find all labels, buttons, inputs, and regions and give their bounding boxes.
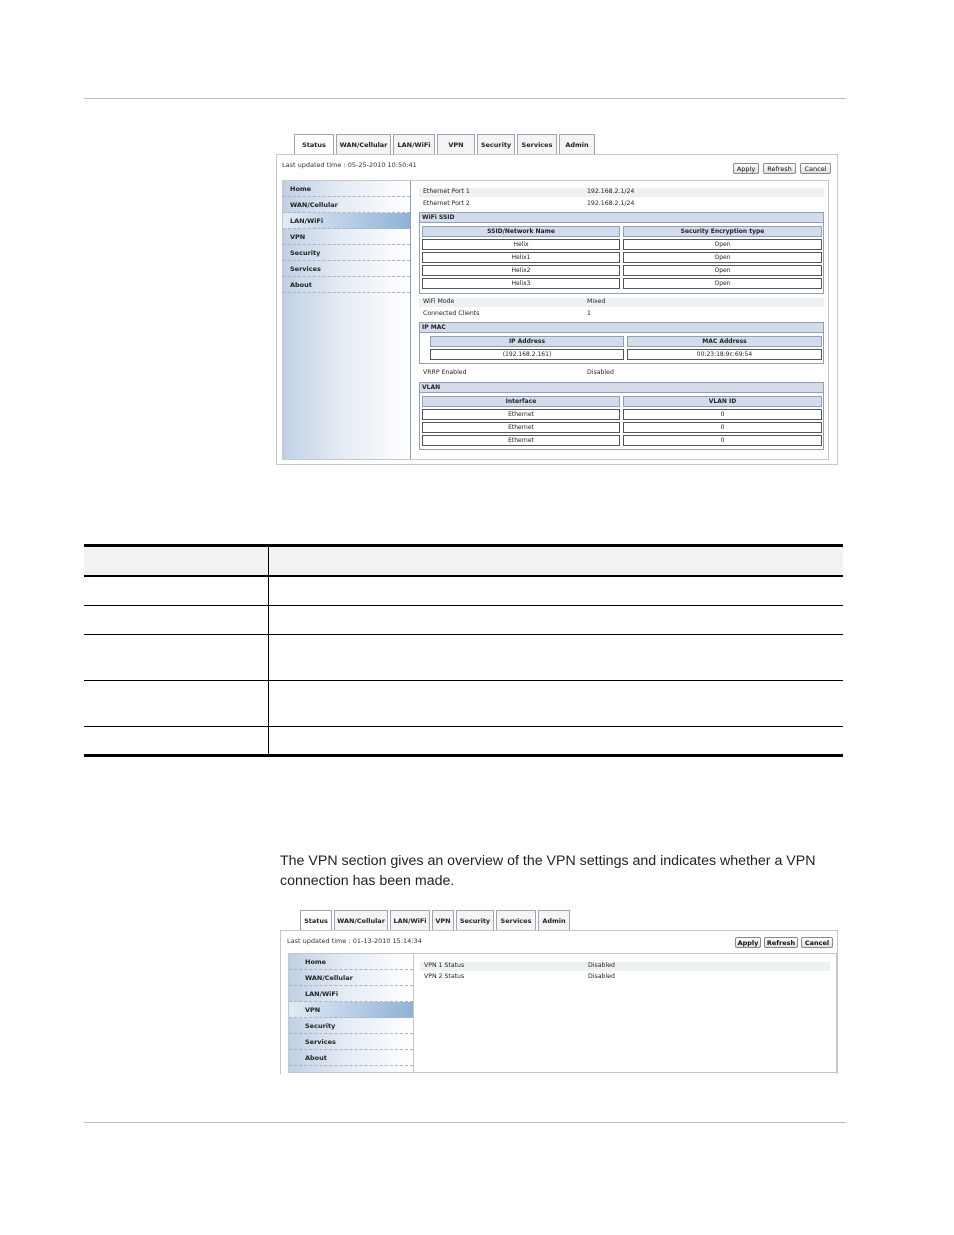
vlan-id-cell: 0 [623, 435, 822, 446]
tab-status[interactable]: Status [300, 910, 332, 930]
status-frame [276, 154, 838, 465]
tab-vpn[interactable]: VPN [437, 134, 475, 154]
wifi-mode-label: WiFi Mode [423, 298, 455, 305]
ethernet-port-2-row [419, 200, 824, 209]
lan-wifi-content [419, 186, 824, 456]
ssid-cell: Helix2 [422, 265, 620, 276]
table-row [422, 265, 822, 276]
interface-column-header: Interface [422, 396, 620, 407]
status-frame [280, 930, 838, 1074]
ethernet-port-1-row [419, 188, 824, 197]
tab-bar [300, 910, 572, 930]
table-row [422, 239, 822, 250]
mac-address-cell: 00:23:18:9c:69:54 [627, 349, 822, 360]
tab-security[interactable]: Security [456, 910, 494, 930]
sidebar-item-lan-wifi[interactable]: LAN/WiFi [283, 213, 410, 229]
vpn-2-status-label: VPN 2 Status [424, 973, 465, 980]
top-rule [84, 98, 846, 99]
interface-cell: Ethernet [422, 409, 620, 420]
status-panel [288, 953, 837, 1073]
interface-cell: Ethernet [422, 422, 620, 433]
vrrp-row [419, 369, 824, 378]
sidebar-item-lan-wifi[interactable]: LAN/WiFi [289, 986, 413, 1002]
vrrp-value: Disabled [587, 369, 614, 376]
refresh-button[interactable]: Refresh [764, 937, 798, 948]
sidebar-item-security[interactable]: Security [283, 245, 410, 261]
ssid-column-header: SSID/Network Name [422, 226, 620, 237]
encryption-column-header: Security Encryption type [623, 226, 822, 237]
table-cell [84, 680, 269, 726]
ssid-cell: Helix [422, 239, 620, 250]
table-row [422, 409, 822, 420]
vlan-id-cell: 0 [623, 422, 822, 433]
ip-mac-group [419, 322, 824, 364]
tab-wan-cellular[interactable]: WAN/Cellular [334, 910, 388, 930]
sidebar-item-about[interactable]: About [283, 277, 410, 293]
status-vpn-screenshot [280, 908, 838, 1074]
vrrp-label: VRRP Enabled [423, 369, 467, 376]
last-updated-time: Last updated time : 05-25-2010 10:50:41 [282, 161, 417, 169]
vpn-1-status-row [420, 962, 830, 971]
vlan-id-cell: 0 [623, 409, 822, 420]
ip-mac-header-row [430, 336, 822, 347]
connected-clients-label: Connected Clients [423, 310, 480, 317]
table-cell [269, 634, 844, 680]
table-header-row [84, 546, 843, 577]
tab-bar [294, 134, 597, 154]
connected-clients-value: 1 [587, 310, 591, 317]
vlan-title: VLAN [420, 383, 823, 393]
table-row [422, 435, 822, 446]
table-row [84, 576, 843, 605]
encryption-cell: Open [623, 278, 822, 289]
vpn-2-status-row [420, 973, 830, 982]
vlan-group [419, 382, 824, 450]
field-description-table [84, 544, 843, 757]
wifi-mode-row [419, 298, 824, 307]
cancel-button[interactable]: Cancel [801, 937, 833, 948]
last-updated-time: Last updated time : 01-13-2010 15:14:34 [287, 937, 422, 945]
ip-mac-title: IP MAC [420, 323, 823, 333]
ssid-cell: Helix3 [422, 278, 620, 289]
wifi-ssid-group [419, 212, 824, 294]
sidebar-item-services[interactable]: Services [289, 1034, 413, 1050]
ip-address-column-header: IP Address [430, 336, 624, 347]
table-cell [269, 605, 844, 634]
sidebar [289, 954, 414, 1072]
table-row [422, 278, 822, 289]
vpn-1-status-value: Disabled [588, 962, 615, 969]
table-row [84, 680, 843, 726]
bottom-rule [84, 1122, 846, 1123]
table-cell [84, 576, 269, 605]
sidebar [283, 181, 411, 459]
vpn-section-paragraph: The VPN section gives an overview of the VPN settings and indicates whether a VPN connection has been made. [280, 853, 816, 889]
sidebar-item-home[interactable]: Home [289, 954, 413, 970]
table-cell [84, 726, 269, 755]
encryption-cell: Open [623, 239, 822, 250]
ethernet-port-2-label: Ethernet Port 2 [423, 200, 470, 207]
status-lan-wifi-screenshot [276, 133, 838, 465]
table-cell [269, 576, 844, 605]
tab-admin[interactable]: Admin [559, 134, 595, 154]
sidebar-item-about[interactable]: About [289, 1050, 413, 1066]
sidebar-item-services[interactable]: Services [283, 261, 410, 277]
ethernet-port-1-value: 192.168.2.1/24 [587, 188, 635, 195]
table-row [422, 422, 822, 433]
wifi-ssid-header-row [422, 226, 822, 237]
table-row [84, 634, 843, 680]
ethernet-port-1-label: Ethernet Port 1 [423, 188, 470, 195]
connected-clients-row [419, 310, 824, 319]
encryption-cell: Open [623, 265, 822, 276]
table-cell [269, 726, 844, 755]
vpn-1-status-label: VPN 1 Status [424, 962, 465, 969]
table-row [84, 605, 843, 634]
table-cell [269, 680, 844, 726]
header-cell [84, 546, 269, 577]
ethernet-port-2-value: 192.168.2.1/24 [587, 200, 635, 207]
table-cell [84, 634, 269, 680]
vlan-header-row [422, 396, 822, 407]
cancel-button[interactable]: Cancel [800, 163, 831, 174]
header-cell [269, 546, 844, 577]
sidebar-item-wan-cellular[interactable]: WAN/Cellular [283, 197, 410, 213]
apply-button[interactable]: Apply [735, 937, 761, 948]
table-row [430, 349, 822, 360]
vpn-content [420, 962, 830, 1062]
apply-button[interactable]: Apply [733, 163, 759, 174]
tab-vpn[interactable]: VPN [432, 910, 454, 930]
tab-admin[interactable]: Admin [538, 910, 570, 930]
tab-security[interactable]: Security [477, 134, 515, 154]
refresh-button[interactable]: Refresh [763, 163, 796, 174]
vpn-2-status-value: Disabled [588, 973, 615, 980]
tab-lan-wifi[interactable]: LAN/WiFi [393, 134, 435, 154]
tab-services[interactable]: Services [517, 134, 557, 154]
status-panel [282, 180, 829, 460]
mac-address-column-header: MAC Address [627, 336, 822, 347]
table-cell [84, 605, 269, 634]
table-row [422, 252, 822, 263]
tab-status[interactable]: Status [294, 134, 334, 154]
wifi-ssid-title: WiFi SSID [420, 213, 823, 223]
tab-services[interactable]: Services [496, 910, 536, 930]
tab-lan-wifi[interactable]: LAN/WiFi [390, 910, 430, 930]
sidebar-item-vpn[interactable]: VPN [289, 1002, 413, 1018]
sidebar-item-vpn[interactable]: VPN [283, 229, 410, 245]
sidebar-item-security[interactable]: Security [289, 1018, 413, 1034]
wifi-mode-value: Mixed [587, 298, 606, 305]
encryption-cell: Open [623, 252, 822, 263]
tab-wan-cellular[interactable]: WAN/Cellular [336, 134, 391, 154]
sidebar-item-home[interactable]: Home [283, 181, 410, 197]
ip-address-cell: (192.168.2.161) [430, 349, 624, 360]
sidebar-item-wan-cellular[interactable]: WAN/Cellular [289, 970, 413, 986]
interface-cell: Ethernet [422, 435, 620, 446]
ssid-cell: Helix1 [422, 252, 620, 263]
table-row [84, 726, 843, 755]
vlan-id-column-header: VLAN ID [623, 396, 822, 407]
